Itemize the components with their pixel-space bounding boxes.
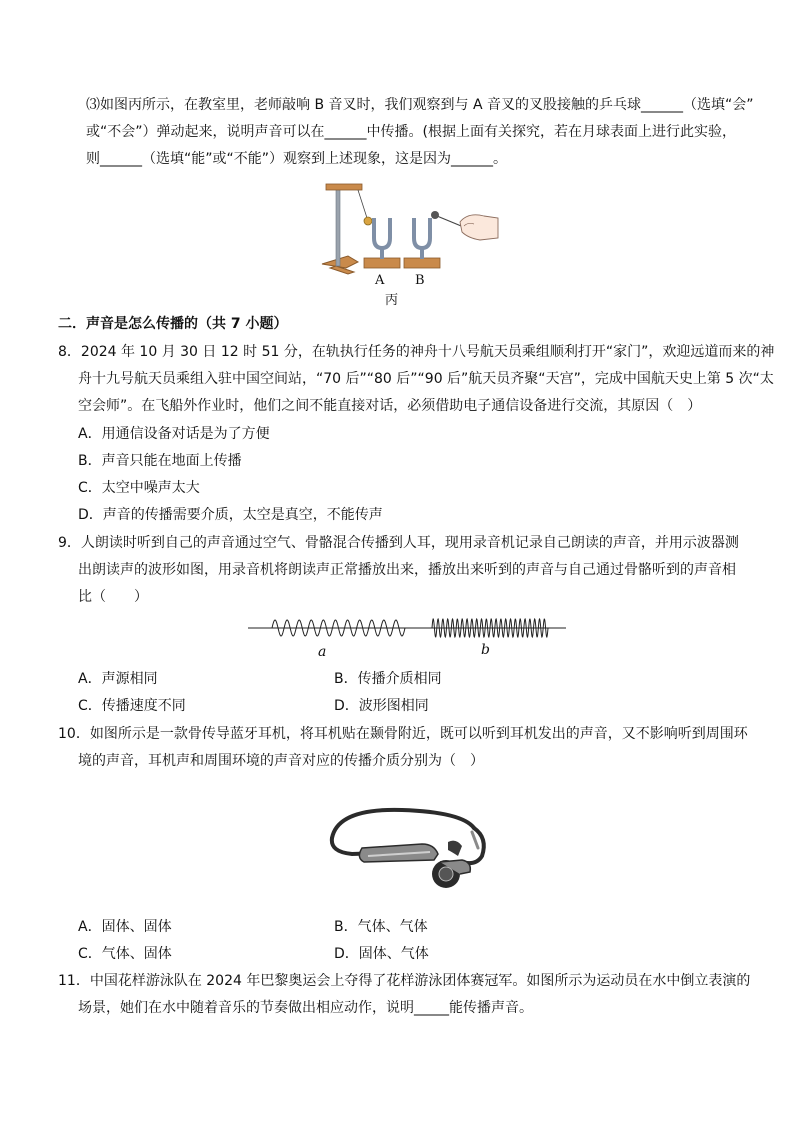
- fork-b-prongs: [414, 218, 430, 248]
- bone-conduction-headphone-figure: [322, 800, 492, 900]
- q10-line-2: 境的声音，耳机声和周围环境的声音对应的传播介质分别为（ ）: [78, 753, 484, 769]
- q9-option-d: D．波形图相同: [334, 698, 429, 714]
- q11-line-1: 11．中国花样游泳队在 2024 年巴黎奥运会上夺得了花样游泳团体赛冠军。如图所示为运动员在水中倒立表演的: [58, 973, 751, 989]
- fork-label-a: A: [375, 273, 385, 288]
- tuning-fork-figure: [318, 176, 504, 306]
- q3-line-3: 则______（选填“能”或“不能”）观察到上述现象，这是因为______。: [86, 151, 508, 167]
- headband: [332, 810, 474, 838]
- q8-line-2: 舟十九号航天员乘组入驻中国空间站，“70 后”“80 后”“90 后”航天员齐聚“天宫”，完成中国航天史上第 5 次“太: [78, 371, 774, 387]
- waveform-label-b: b: [481, 642, 490, 658]
- top-pad: [448, 841, 462, 856]
- q8-option-b: B．声音只能在地面上传播: [78, 453, 242, 469]
- q9-line-1: 9．人朗读时听到自己的声音通过空气、骨骼混合传播到人耳，现用录音机记录自己朗读的声音，并用示波器测: [58, 535, 739, 551]
- q8-line-1: 8．2024 年 10 月 30 日 12 时 51 分，在轨执行任务的神舟十八号航天员乘组顺利打开“家门”，欢迎远道而来的神: [58, 344, 775, 360]
- q8-option-d: D．声音的传播需要介质，太空是真空，不能传声: [78, 507, 383, 523]
- q3-line-2: 或“不会”）弹动起来，说明声音可以在______中传播。(根据上面有关探究，若在月球表面上进行此实验，: [86, 124, 736, 140]
- pendulum-string: [358, 190, 367, 218]
- fork-a-stem: [380, 247, 384, 259]
- ear-hook-highlight: [472, 832, 478, 848]
- ping-pong-ball: [364, 217, 372, 225]
- stand-pole: [336, 188, 340, 266]
- fork-label-b: B: [415, 273, 425, 288]
- headphone-illustration: [322, 800, 492, 900]
- q10-option-b: B．气体、气体: [334, 919, 428, 935]
- q10-option-a: A．固体、固体: [78, 919, 172, 935]
- q9-option-a: A．声源相同: [78, 671, 158, 687]
- fork-a-base: [364, 258, 400, 268]
- q11-line-2: 场景，她们在水中随着音乐的节奏做出相应动作，说明_____能传播声音。: [78, 1000, 533, 1016]
- q8-line-3: 空会师”。在飞船外作业时，他们之间不能直接对话，必须借助电子通信设备进行交流，其原因（ ）: [78, 398, 702, 414]
- q9-line-3: 比（ ）: [78, 589, 148, 605]
- q8-option-c: C．太空中噪声太大: [78, 480, 200, 496]
- fork-b-stem: [420, 247, 424, 259]
- stand-clamp: [326, 184, 362, 190]
- section-heading: 二．声音是怎么传播的（共 7 小题）: [58, 316, 288, 332]
- q9-line-2: 出朗读声的波形如图，用录音机将朗读声正常播放出来，播放出来听到的声音与自己通过骨骼听到的声音相: [78, 562, 736, 578]
- fork-a-prongs: [374, 218, 390, 248]
- q9-option-c: C．传播速度不同: [78, 698, 186, 714]
- mallet-head: [431, 211, 439, 219]
- q3-line-1: ⑶如图丙所示，在教室里，老师敲响 B 音叉时，我们观察到与 A 音叉的叉股接触的乒乓球______（选填“会”: [86, 97, 754, 113]
- q10-option-c: C．气体、固体: [78, 946, 172, 962]
- q10-line-1: 10．如图所示是一款骨传导蓝牙耳机，将耳机贴在颞骨附近，既可以听到耳机发出的声音，又不影响听到周围环: [58, 726, 748, 742]
- waveform-b: [432, 619, 548, 637]
- waveform-plot: [248, 612, 568, 644]
- tuning-fork-illustration: [318, 176, 504, 276]
- q9-option-b: B．传播介质相同: [334, 671, 442, 687]
- q10-option-d: D．固体、气体: [334, 946, 429, 962]
- hand: [460, 215, 498, 240]
- transducer-logo: [439, 867, 453, 881]
- figure-caption: 丙: [385, 293, 399, 308]
- waveform-label-a: a: [318, 644, 327, 660]
- waveform-figure: [248, 612, 568, 664]
- q8-option-a: A．用通信设备对话是为了方便: [78, 426, 270, 442]
- fork-b-base: [404, 258, 440, 268]
